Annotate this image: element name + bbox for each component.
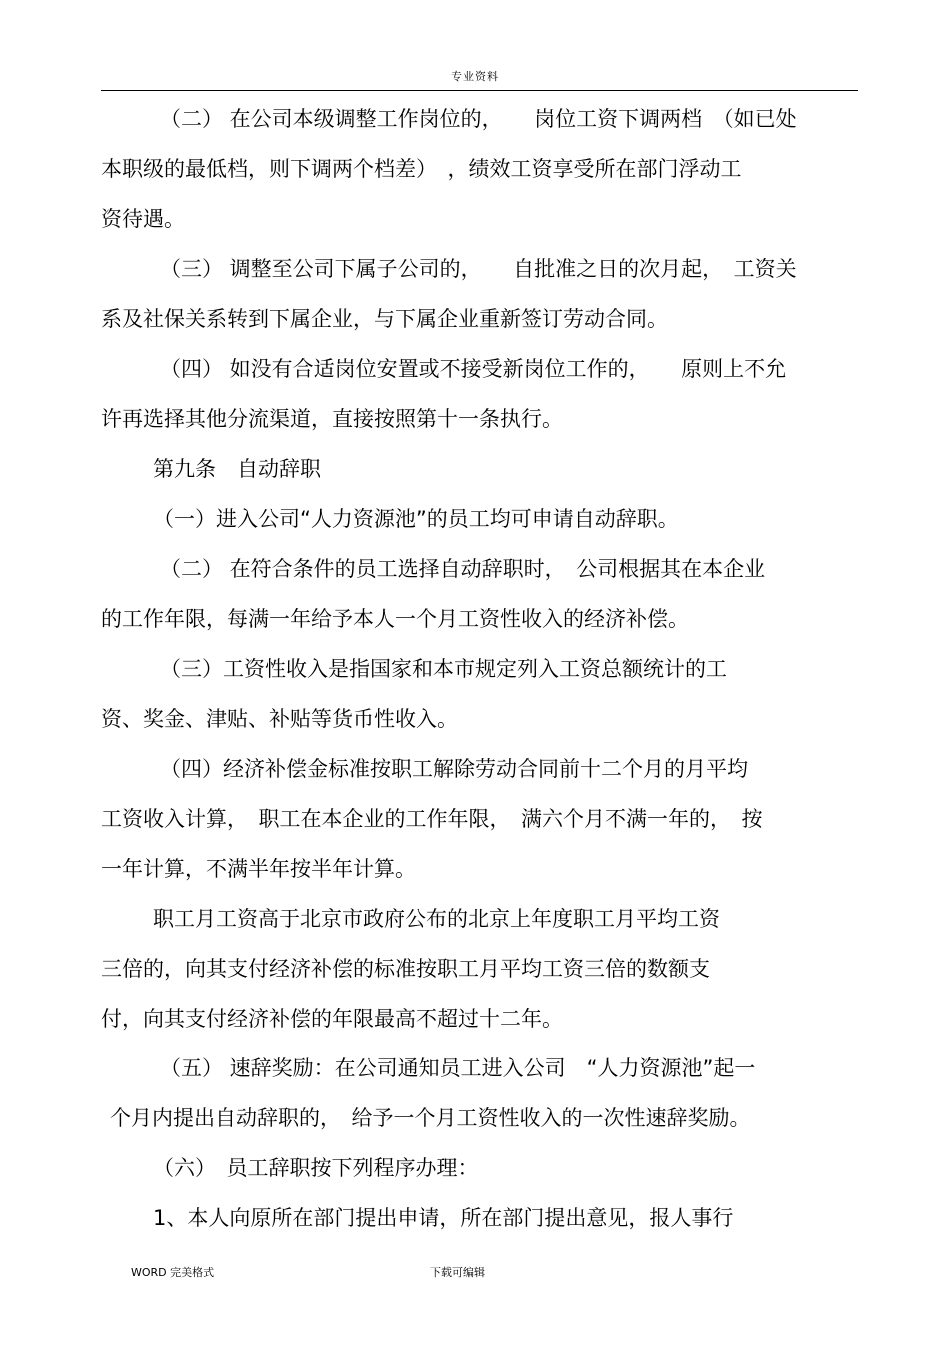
text-line: 1、本人向原所在部门提出申请，所在部门提出意见，报人事行 (153, 1206, 734, 1230)
footer-left: WORD 完美格式 (131, 1266, 215, 1279)
text-line: 工资收入计算， 职工在本企业的工作年限， 满六个月不满一年的， 按 (101, 807, 763, 831)
text-line: 的工作年限，每满一年给予本人一个月工资性收入的经济补偿。 (101, 607, 689, 631)
text-line: 三倍的，向其支付经济补偿的标准按职工月平均工资三倍的数额支 (101, 957, 710, 981)
text-line: （四）经济补偿金标准按职工解除劳动合同前十二个月的月平均 (160, 757, 748, 781)
header-rule (101, 90, 858, 91)
text-line: 资、奖金、津贴、补贴等货币性收入。 (101, 707, 458, 731)
text-line: （四） 如没有合适岗位安置或不接受新岗位工作的， 原则上不允 (160, 357, 787, 381)
article-heading: 第九条 自动辞职 (153, 457, 321, 481)
text-line: （三）工资性收入是指国家和本市规定列入工资总额统计的工 (160, 657, 727, 681)
text-line: 系及社保关系转到下属企业，与下属企业重新签订劳动合同。 (101, 307, 668, 331)
text-line: （五） 速辞奖励：在公司通知员工进入公司 “人力资源池”起一 (160, 1056, 756, 1080)
text-line: 付，向其支付经济补偿的年限最高不超过十二年。 (101, 1007, 563, 1031)
text-line: 一年计算，不满半年按半年计算。 (101, 857, 416, 881)
text-line: 本职级的最低档，则下调两个档差） ，绩效工资享受所在部门浮动工 (101, 157, 742, 181)
footer-center: 下载可编辑 (430, 1266, 485, 1279)
text-line: （六） 员工辞职按下列程序办理： (153, 1156, 479, 1180)
text-line: （二） 在公司本级调整工作岗位的， 岗位工资下调两档 （如已处 (160, 107, 797, 131)
text-line: 个月内提出自动辞职的， 给予一个月工资性收入的一次性速辞奖励。 (110, 1106, 751, 1130)
text-line: （一）进入公司“人力资源池”的员工均可申请自动辞职。 (153, 507, 679, 531)
text-line: （三） 调整至公司下属子公司的， 自批准之日的次月起， 工资关 (160, 257, 797, 281)
text-line: 许再选择其他分流渠道，直接按照第十一条执行。 (101, 407, 563, 431)
text-line: （二） 在符合条件的员工选择自动辞职时， 公司根据其在本企业 (160, 557, 766, 581)
text-line: 职工月工资高于北京市政府公布的北京上年度职工月平均工资 (153, 907, 720, 931)
page-header: 专业资料 (451, 70, 499, 83)
text-line: 资待遇。 (101, 207, 185, 231)
